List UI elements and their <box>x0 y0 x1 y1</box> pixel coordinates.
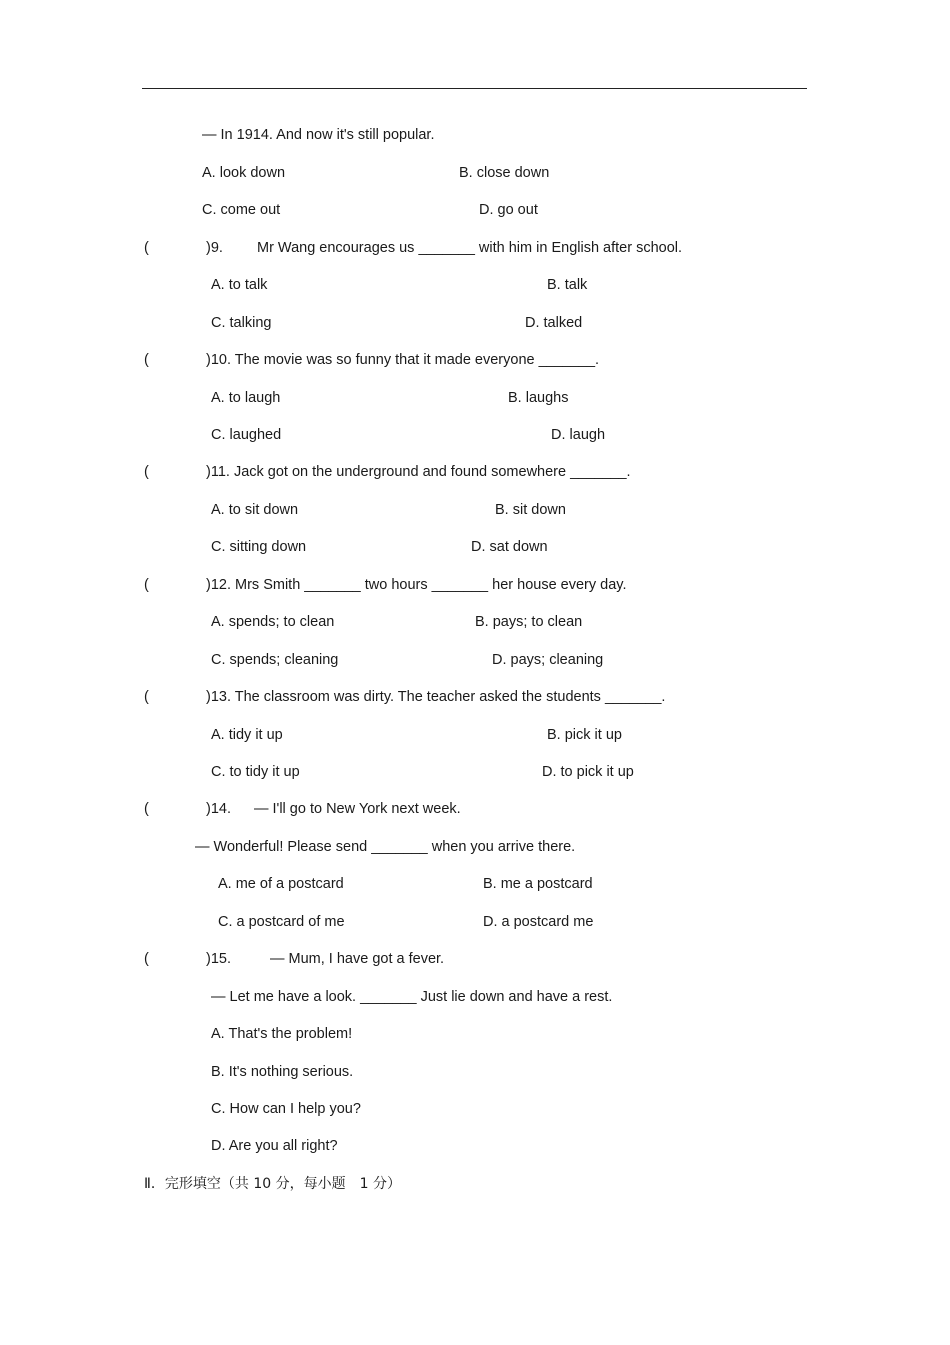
q11-paren: ( <box>144 464 149 480</box>
q12-paren: ( <box>144 577 149 593</box>
q10-option-a: A. to laugh <box>211 390 281 406</box>
q13-option-a: A. tidy it up <box>211 727 283 743</box>
q12-option-b: B. pays; to clean <box>475 614 583 630</box>
q15-option-c: C. How can I help you? <box>211 1101 361 1117</box>
q10-paren: ( <box>144 352 149 368</box>
q14-number: )14. <box>206 801 231 817</box>
q15-paren: ( <box>144 951 149 967</box>
q11-stem: )11. Jack got on the underground and found somewhere _______. <box>206 464 631 480</box>
q14-stem: — I'll go to New York next week. <box>254 801 461 817</box>
q8-option-b: B. close down <box>459 165 550 181</box>
q14-option-b: B. me a postcard <box>483 876 593 892</box>
q13-option-d: D. to pick it up <box>542 764 634 780</box>
q14-reply: — Wonderful! Please send _______ when you arrive there. <box>195 839 576 855</box>
q13-stem: )13. The classroom was dirty. The teacher asked the students _______. <box>206 689 666 705</box>
q9-option-a: A. to talk <box>211 277 268 293</box>
q10-stem: )10. The movie was so funny that it made everyone _______. <box>206 352 600 368</box>
q15-option-a: A. That's the problem! <box>211 1026 353 1042</box>
q11-option-c: C. sitting down <box>211 539 307 555</box>
q11-option-b: B. sit down <box>495 502 566 518</box>
q14-option-a: A. me of a postcard <box>218 876 344 892</box>
q10-option-c: C. laughed <box>211 427 282 443</box>
q15-stem: — Mum, I have got a fever. <box>270 951 445 967</box>
q8-answer: — In 1914. And now it's still popular. <box>202 127 435 143</box>
q8-option-c: C. come out <box>202 202 281 218</box>
q13-option-c: C. to tidy it up <box>211 764 300 780</box>
q13-paren: ( <box>144 689 149 705</box>
q9-number: )9. <box>206 240 223 256</box>
q8-option-d: D. go out <box>479 202 538 218</box>
q13-option-b: B. pick it up <box>547 727 622 743</box>
q12-option-c: C. spends; cleaning <box>211 652 339 668</box>
q9-paren: ( <box>144 240 149 256</box>
q12-stem: )12. Mrs Smith _______ two hours _______ her house every day. <box>206 577 627 593</box>
q15-option-d: D. Are you all right? <box>211 1138 338 1154</box>
q11-option-d: D. sat down <box>471 539 548 555</box>
q9-option-b: B. talk <box>547 277 588 293</box>
q14-paren: ( <box>144 801 149 817</box>
q15-reply: — Let me have a look. _______ Just lie down and have a rest. <box>211 989 613 1005</box>
q10-option-b: B. laughs <box>508 390 569 406</box>
q8-option-a: A. look down <box>202 165 286 181</box>
q10-option-d: D. laugh <box>551 427 606 443</box>
header-rule <box>142 88 807 89</box>
q14-option-c: C. a postcard of me <box>218 914 345 930</box>
q11-option-a: A. to sit down <box>211 502 299 518</box>
q14-option-d: D. a postcard me <box>483 914 594 930</box>
q9-stem: Mr Wang encourages us _______ with him in English after school. <box>257 240 683 256</box>
q15-option-b: B. It's nothing serious. <box>211 1064 354 1080</box>
section-heading: Ⅱ．完形填空（共 10 分，每小题 1 分） <box>144 1176 401 1192</box>
q15-number: )15. <box>206 951 231 967</box>
q12-option-a: A. spends; to clean <box>211 614 335 630</box>
q12-option-d: D. pays; cleaning <box>492 652 604 668</box>
q9-option-c: C. talking <box>211 315 272 331</box>
q9-option-d: D. talked <box>525 315 583 331</box>
